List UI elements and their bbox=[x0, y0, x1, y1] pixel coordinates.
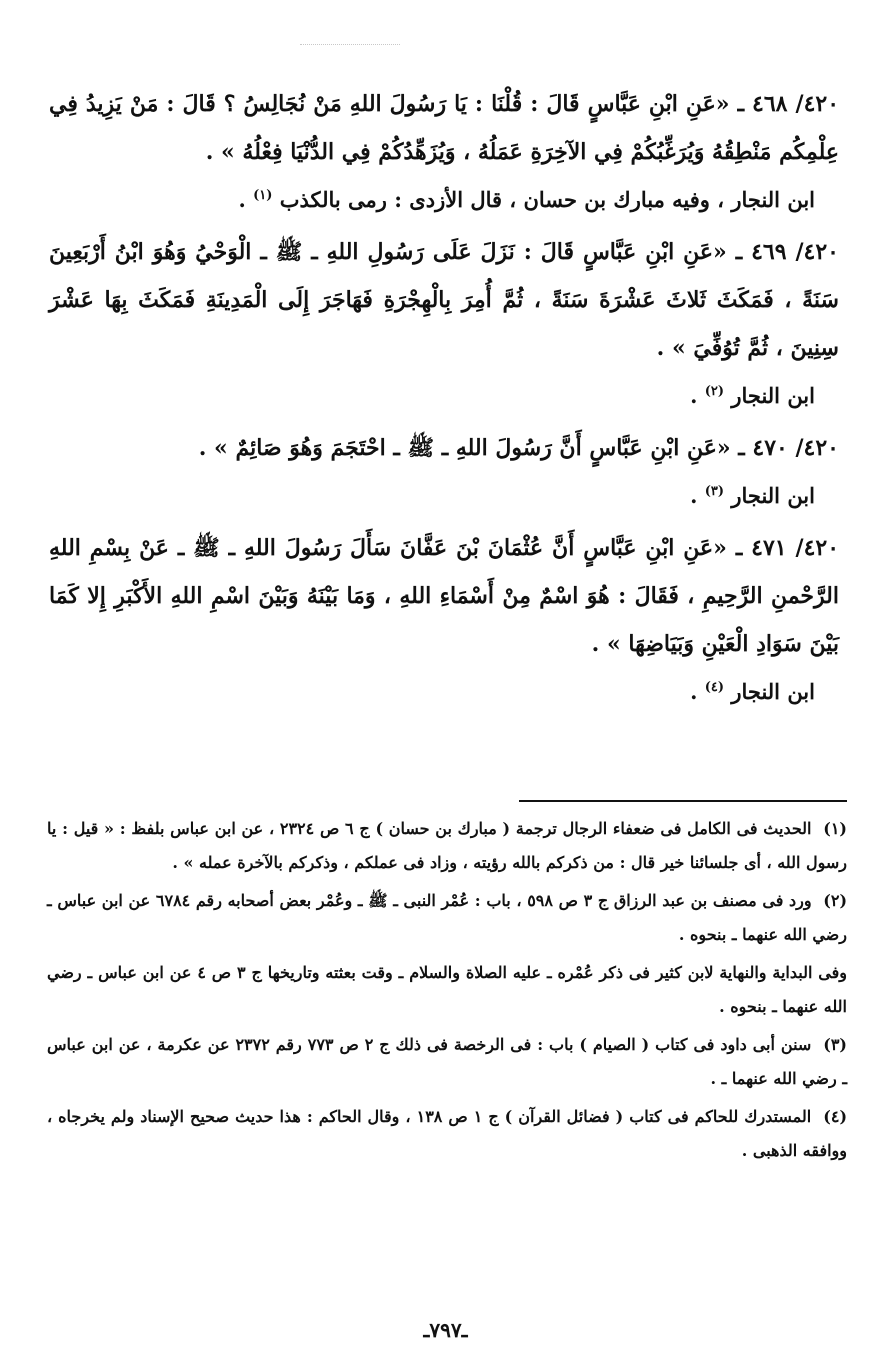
hadith-number: ٤٢٠/ ٤٧٠ bbox=[752, 435, 839, 461]
source-text: ابن النجار bbox=[731, 679, 815, 704]
footnote-text: سنن أبى داود فى كتاب ( الصيام ) باب : فى الرخصة فى ذلك ج ٢ ص ٧٧٣ رقم ٢٣٧٢ عن عكرمة ، عن ابن عباس ـ رضي الله عنهما ـ . bbox=[47, 1035, 847, 1088]
footnote-continuation bbox=[47, 956, 847, 1024]
hadith-text: «عَنِ ابْنِ عَبَّاسٍ أَنَّ عُثْمَانَ بْنَ عَفَّانَ سَأَلَ رَسُولَ اللهِ ـ ﷺ ـ عَنْ بِسْمِ اللهِ الرَّحْمنِ الرَّحِيمِ ، فَقَالَ : هُوَ اسْمٌ مِنْ أَسْمَاءِ اللهِ ، وَمَا بَيْنَهُ وَبَيْنَ اسْمِ اللهِ الأَكْبَرِ إِلا كَمَا بَيْنَ سَوَادِ الْعَيْنِ وَبَيَاضِهَا » . bbox=[49, 535, 839, 657]
source-text: ابن النجار bbox=[731, 383, 815, 408]
footnote-text: الحديث فى الكامل فى ضعفاء الرجال ترجمة ( مبارك بن حسان ) ج ٦ ص ٢٣٢٤ ، عن ابن عباس بلفظ : « قيل : يا رسول الله ، أى جلسائنا خير قال : من ذكركم بالله رؤيته ، وزاد فى عملكم ، وذكركم بالآخرة عمله » . bbox=[47, 819, 847, 872]
hadith-text: «عَنِ ابْنِ عَبَّاسٍ قَالَ : قُلْنَا : يَا رَسُولَ اللهِ مَنْ نُجَالِسُ ؟ قَالَ : مَنْ يَزِيدُ فِي عِلْمِكُم مَنْطِقُهُ وَيُرَغِّبُكُمْ فِي الآخِرَةِ عَمَلُهُ ، وَيُزَهِّدُكُمْ فِي الدُّنْيَا فِعْلُهُ » . bbox=[49, 91, 839, 165]
footnote bbox=[47, 1100, 847, 1168]
footnote-number: (١) bbox=[823, 819, 847, 838]
hadith-entry: ٤٢٠/ ٤٧٠ ـ «عَنِ ابْنِ عَبَّاسٍ أَنَّ رَسُولَ اللهِ ـ ﷺ ـ احْتَجَمَ وَهُوَ صَائِمٌ » . bbox=[198, 435, 839, 461]
hadith-section bbox=[49, 80, 839, 720]
footnote-ref: (٤) bbox=[704, 680, 725, 695]
footnote-text: ورد فى مصنف بن عبد الرزاق ج ٣ ص ٥٩٨ ، باب : عُمْر النبى ـ ﷺ ـ وعُمْر بعض أصحابه رقم ٦٧٨٤ عن ابن عباس ـ رضي الله عنهما ـ بنحوه . bbox=[47, 891, 847, 944]
hadith-number: ٤٢٠/ ٤٦٩ bbox=[751, 239, 839, 265]
footnote bbox=[47, 884, 847, 952]
source-text: ابن النجار bbox=[731, 483, 815, 508]
footnotes-section bbox=[47, 812, 847, 1172]
hadith-number: ٤٢٠/ ٤٦٨ bbox=[752, 91, 840, 117]
hadith-number: ٤٢٠/ ٤٧١ bbox=[751, 535, 840, 561]
footnote-ref: (٣) bbox=[704, 484, 725, 499]
footnote-number: (٢) bbox=[823, 891, 848, 910]
source-text: ابن النجار ، وفيه مبارك بن حسان ، قال الأزدى : رمى بالكذب bbox=[279, 187, 815, 212]
hadith-source: ابن النجار $^{(٤)}$ . bbox=[690, 679, 815, 704]
footnote-text: المستدرك للحاكم فى كتاب ( فضائل القرآن ) ج ١ ص ١٣٨ ، وقال الحاكم : هذا حديث صحيح الإسناد ولم يخرجاه ، ووافقه الذهبى . bbox=[47, 1107, 847, 1160]
footnote bbox=[47, 812, 847, 880]
footnote-ref: (٢) bbox=[704, 384, 725, 399]
hadith-entry: ٤٢٠/ ٤٦٩ ـ «عَنِ ابْنِ عَبَّاسٍ قَالَ : نَزَلَ عَلَى رَسُولِ اللهِ ـ ﷺ ـ الْوَحْيُ وَهُوَ ابْنُ أَرْبَعِينَ سَنَةً ، فَمَكَثَ ثَلاثَ عَشْرَةَ سَنَةً ، ثُمَّ أُمِرَ بِالْهِجْرَةِ فَهَاجَرَ إِلَى الْمَدِينَةِ فَمَكَثَ بِهَا عَشْرَ سِنِينَ ، ثُمَّ تُوُفِّيَ » . bbox=[49, 239, 839, 361]
hadith-entry: ٤٢٠/ ٤٧١ ـ «عَنِ ابْنِ عَبَّاسٍ أَنَّ عُثْمَانَ بْنَ عَفَّانَ سَأَلَ رَسُولَ اللهِ ـ ﷺ ـ عَنْ بِسْمِ اللهِ الرَّحْمنِ الرَّحِيمِ ، فَقَالَ : هُوَ اسْمٌ مِنْ أَسْمَاءِ اللهِ ، وَمَا بَيْنَهُ وَبَيْنَ اسْمِ اللهِ الأَكْبَرِ إِلا كَمَا بَيْنَ سَوَادِ الْعَيْنِ وَبَيَاضِهَا » . bbox=[49, 535, 840, 657]
footnote-text: وفى البداية والنهاية لابن كثير فى ذكر عُمْره ـ عليه الصلاة والسلام ـ وقت بعثته وتاريخها ج ٣ ص ٤ عن ابن عباس ـ رضي الله عنهما ـ بنحوه . bbox=[47, 963, 847, 1016]
hadith-source: ابن النجار $^{(٣)}$ . bbox=[690, 483, 815, 508]
footnote bbox=[47, 1028, 847, 1096]
hadith-text: «عَنِ ابْنِ عَبَّاسٍ قَالَ : نَزَلَ عَلَى رَسُولِ اللهِ ـ ﷺ ـ الْوَحْيُ وَهُوَ ابْنُ أَرْبَعِينَ سَنَةً ، فَمَكَثَ ثَلاثَ عَشْرَةَ سَنَةً ، ثُمَّ أُمِرَ بِالْهِجْرَةِ فَهَاجَرَ إِلَى الْمَدِينَةِ فَمَكَثَ بِهَا عَشْرَ سِنِينَ ، ثُمَّ تُوُفِّيَ » . bbox=[49, 239, 839, 361]
hadith-source: ابن النجار ، وفيه مبارك بن حسان ، قال الأزدى : رمى بالكذب $^{(١)}$ . bbox=[238, 187, 815, 212]
footnote-number: (٣) bbox=[823, 1035, 847, 1054]
footnote-divider bbox=[519, 800, 847, 802]
hadith-source: ابن النجار $^{(٢)}$ . bbox=[690, 383, 815, 408]
footnote-number: (٤) bbox=[823, 1107, 848, 1126]
hadith-entry: ٤٢٠/ ٤٦٨ ـ «عَنِ ابْنِ عَبَّاسٍ قَالَ : قُلْنَا : يَا رَسُولَ اللهِ مَنْ نُجَالِسُ ؟ قَالَ : مَنْ يَزِيدُ فِي عِلْمِكُم مَنْطِقُهُ وَيُرَغِّبُكُمْ فِي الآخِرَةِ عَمَلُهُ ، وَيُزَهِّدُكُمْ فِي الدُّنْيَا فِعْلُهُ » . bbox=[49, 91, 840, 165]
page-number: ـ٧٩٧ـ bbox=[423, 1318, 468, 1342]
scan-mark bbox=[300, 44, 400, 49]
footnote-ref: (١) bbox=[253, 188, 273, 203]
hadith-text: «عَنِ ابْنِ عَبَّاسٍ أَنَّ رَسُولَ اللهِ ـ ﷺ ـ احْتَجَمَ وَهُوَ صَائِمٌ » . bbox=[198, 435, 731, 461]
